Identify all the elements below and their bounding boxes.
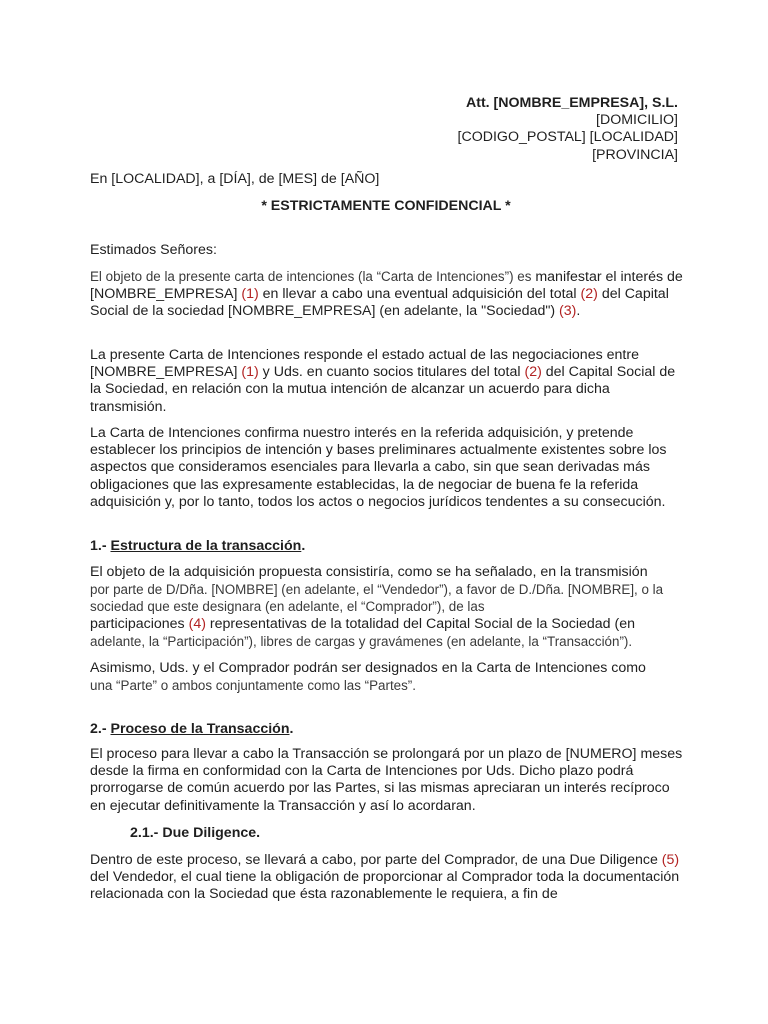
section-1-title: Estructura de la transacción [110,538,302,554]
p2-part-a: La presente Carta de Intenciones responde el estado actual de las negociaciones entre [NOMBRE_EMPRESA] [90,347,639,381]
ref-1: (1) [241,364,259,381]
p4-part-b: por parte de D/Dña. [NOMBRE] (en adelante, el “Vendedor”), a favor de D./Dña. [NOMBRE], o la sociedad que este designara (en adelante, el “Comprador”), de las [90,582,664,615]
section-1-heading [90,538,305,555]
p4-part-c: participaciones [90,615,189,632]
p2-part-c: del Capital Social de la Sociedad, en relación con la mutua intención de alcanzar un acuerdo para dicha transmisión. [90,364,676,415]
p5-part-b: una “Parte” o ambos conjuntamente como las “Partes”. [90,678,416,694]
ref-2: (2) [524,364,542,381]
paragraph-7 [90,852,686,904]
section-2-dot: . [289,721,294,737]
recipient-att: Att. [NOMBRE_EMPRESA], S.L. [465,95,678,111]
p1-part-d: del Capital Social de la sociedad [NOMBRE_EMPRESA] (en adelante, la "Sociedad") [90,286,669,320]
p1-part-c: en llevar a cabo una eventual adquisición del total [258,286,581,303]
recipient-domicilio: [DOMICILIO] [596,112,678,129]
p5-part-a: Asimismo, Uds. y el Comprador podrán ser designados en la Carta de Intenciones como [90,660,646,676]
section-2-title: Proceso de la Transacción [110,721,290,737]
paragraph-2 [90,347,686,416]
p1-part-a: El objeto de la presente carta de intenciones (la “Carta de Intenciones”) es [90,269,532,284]
paragraph-4 [90,564,686,650]
p4-part-a: El objeto de la adquisición propuesta consistiría, como se ha señalado, en la transmisión [90,564,648,580]
paragraph-6: El proceso para llevar a cabo la Transacción se prolongará por un plazo de [NUMERO] meses desde la firma en conformidad con la Carta de Intenciones por Uds. Dicho plazo podrá prorrogarse de común acuerdo por las Partes, si las mismas apreciaran un interés recíproco en ejecutar definitivamente la Transacción y así lo acordaran. [90,746,683,814]
paragraph-5 [90,660,686,694]
section-1-number: 1.- [90,538,111,554]
recipient-address [458,95,679,164]
subsection-2-1-heading: 2.1.- Due Diligence. [130,825,261,841]
p4-part-d: representativas de la totalidad del Capital Social de la Sociedad (en [205,615,635,632]
ref-4: (4) [188,615,206,632]
date-line: En [LOCALIDAD], a [DÍA], de [MES] de [AÑO] [90,171,380,187]
recipient-postal: [CODIGO_POSTAL] [LOCALIDAD] [457,129,678,146]
paragraph-3: La Carta de Intenciones confirma nuestro interés en la referida adquisición, y pretende establecer los principios de intención y bases preliminares actualmente existentes sobre los aspectos que consideramos esenciales para llevarla a cabo, sin que sean derivadas más obligaciones que las expresamente establecidas, la de negociar de buena fe la referida adquisición y, por lo tanto, todos los actos o negocios jurídicos tendentes a su consecución. [90,425,667,510]
ref-3: (3) [559,303,577,320]
section-2-number: 2.- [90,721,111,737]
p1-part-b: manifestar el interés de [NOMBRE_EMPRESA] [90,269,683,303]
p1-part-e: . [576,303,581,320]
p7-part-a: Dentro de este proceso, se llevará a cabo, por parte del Comprador, de una Due Diligence [90,852,662,868]
paragraph-1 [90,268,686,321]
ref-1: (1) [241,286,259,303]
section-2-heading [90,721,293,738]
p4-part-e: adelante, la “Participación”), libres de cargas y gravámenes (en adelante, la “Transacción”). [90,633,633,649]
confidential-heading: * ESTRICTAMENTE CONFIDENCIAL * [261,198,511,214]
recipient-provincia: [PROVINCIA] [592,146,678,163]
p7-part-b: del Vendedor, el cual tiene la obligación de proporcionar al Comprador toda la documentación relacionada con la Sociedad que ésta razonablemente le requiera, a fin de [90,869,680,903]
ref-2: (2) [580,286,598,303]
ref-5: (5) [661,852,680,868]
salutation: Estimados Señores: [90,242,217,258]
p2-part-b: y Uds. en cuanto socios titulares del total [258,364,525,381]
section-1-dot: . [301,538,306,554]
